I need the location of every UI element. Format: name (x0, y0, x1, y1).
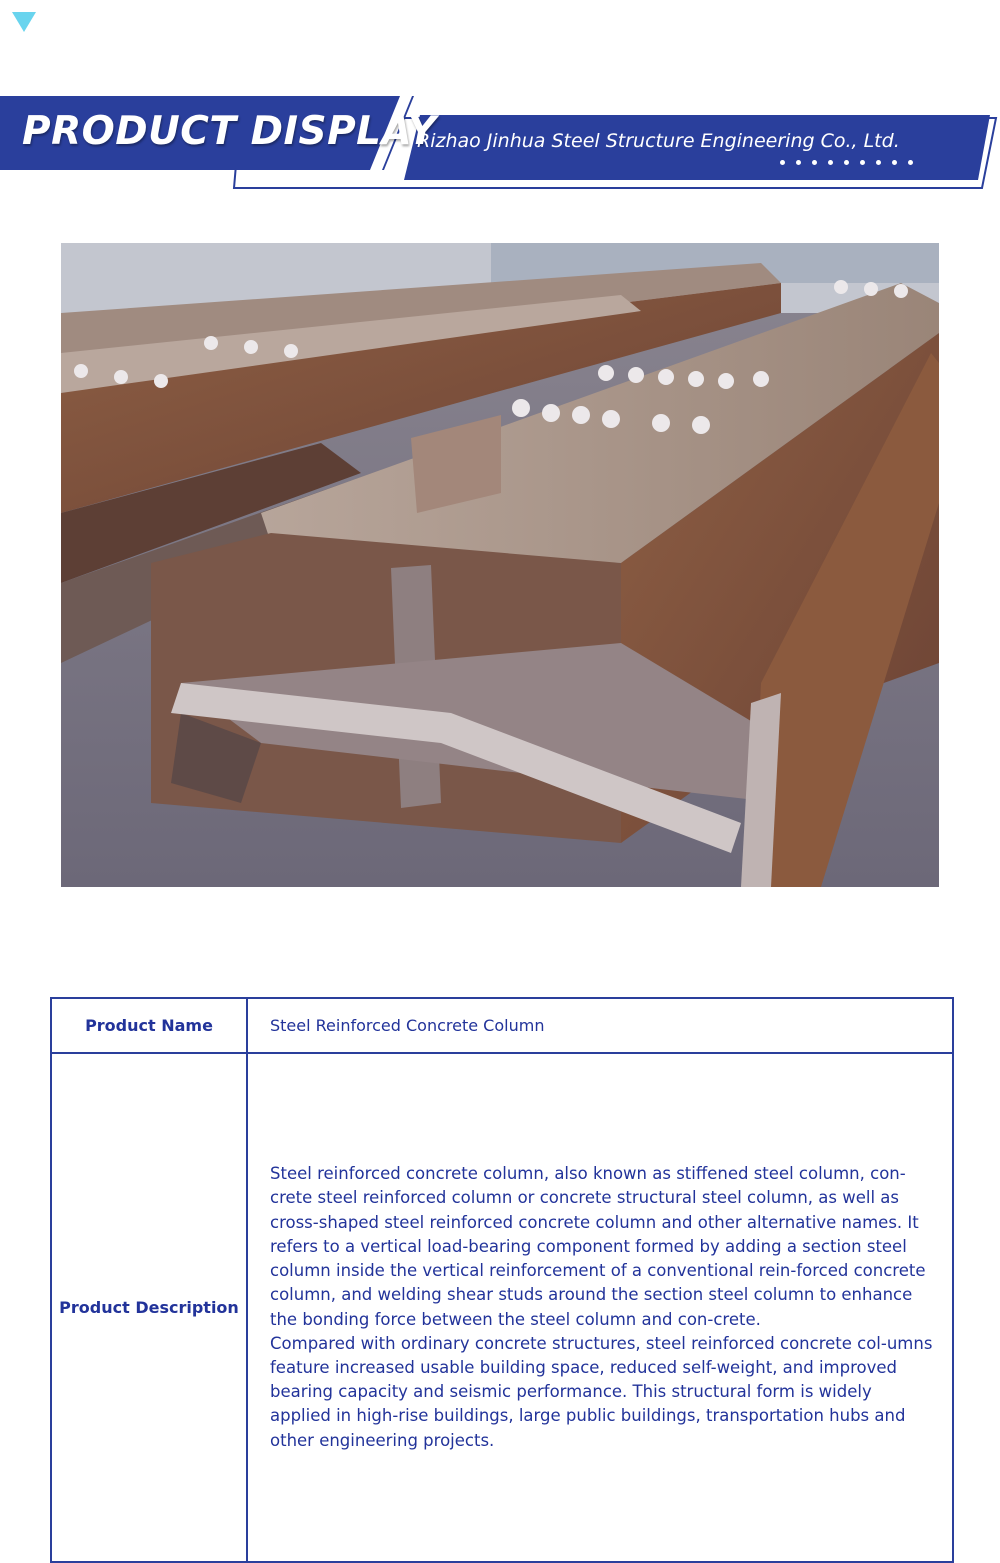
product-name-value: Steel Reinforced Concrete Column (270, 1016, 545, 1035)
table-row (52, 1054, 952, 1561)
banner-dots (780, 158, 920, 168)
product-photo (61, 243, 939, 887)
table-row (52, 999, 952, 1054)
company-name: Rizhao Jinhua Steel Structure Engineering Co., Ltd. (417, 130, 900, 152)
column-divider (246, 999, 248, 1561)
down-triangle-icon (0, 0, 48, 48)
description-paragraph: Steel reinforced concrete column, also known as stiffened steel column, con-crete steel reinforced column or concrete structural steel column, as well as cross-shaped steel reinforced concrete column and other alternative names. It refers to a vertical load-bearing component formed by adding a section steel column inside the vertical reinforcement of a conventional rein-forced concrete column, and welding shear studs around the section steel column to enhance the bonding force between the steel column and con-crete. (270, 1164, 926, 1329)
description-paragraph: Compared with ordinary concrete structures, steel reinforced concrete col-umns feature increased usable building space, reduced self-weight, and improved bearing capacity and seismic performance. This structural form is widely applied in high-rise buildings, large public buildings, transportation hubs and other engineering projects. (270, 1333, 933, 1450)
banner-title: PRODUCT DISPLAY (22, 109, 437, 154)
page-banner (0, 0, 1000, 200)
product-description-label: Product Description (59, 1298, 239, 1317)
product-name-label: Product Name (85, 1016, 213, 1035)
steel-h-beam-photo (61, 243, 939, 887)
banner-background (0, 0, 1000, 200)
product-description-value (270, 1054, 934, 1561)
product-spec-table (50, 997, 954, 1563)
